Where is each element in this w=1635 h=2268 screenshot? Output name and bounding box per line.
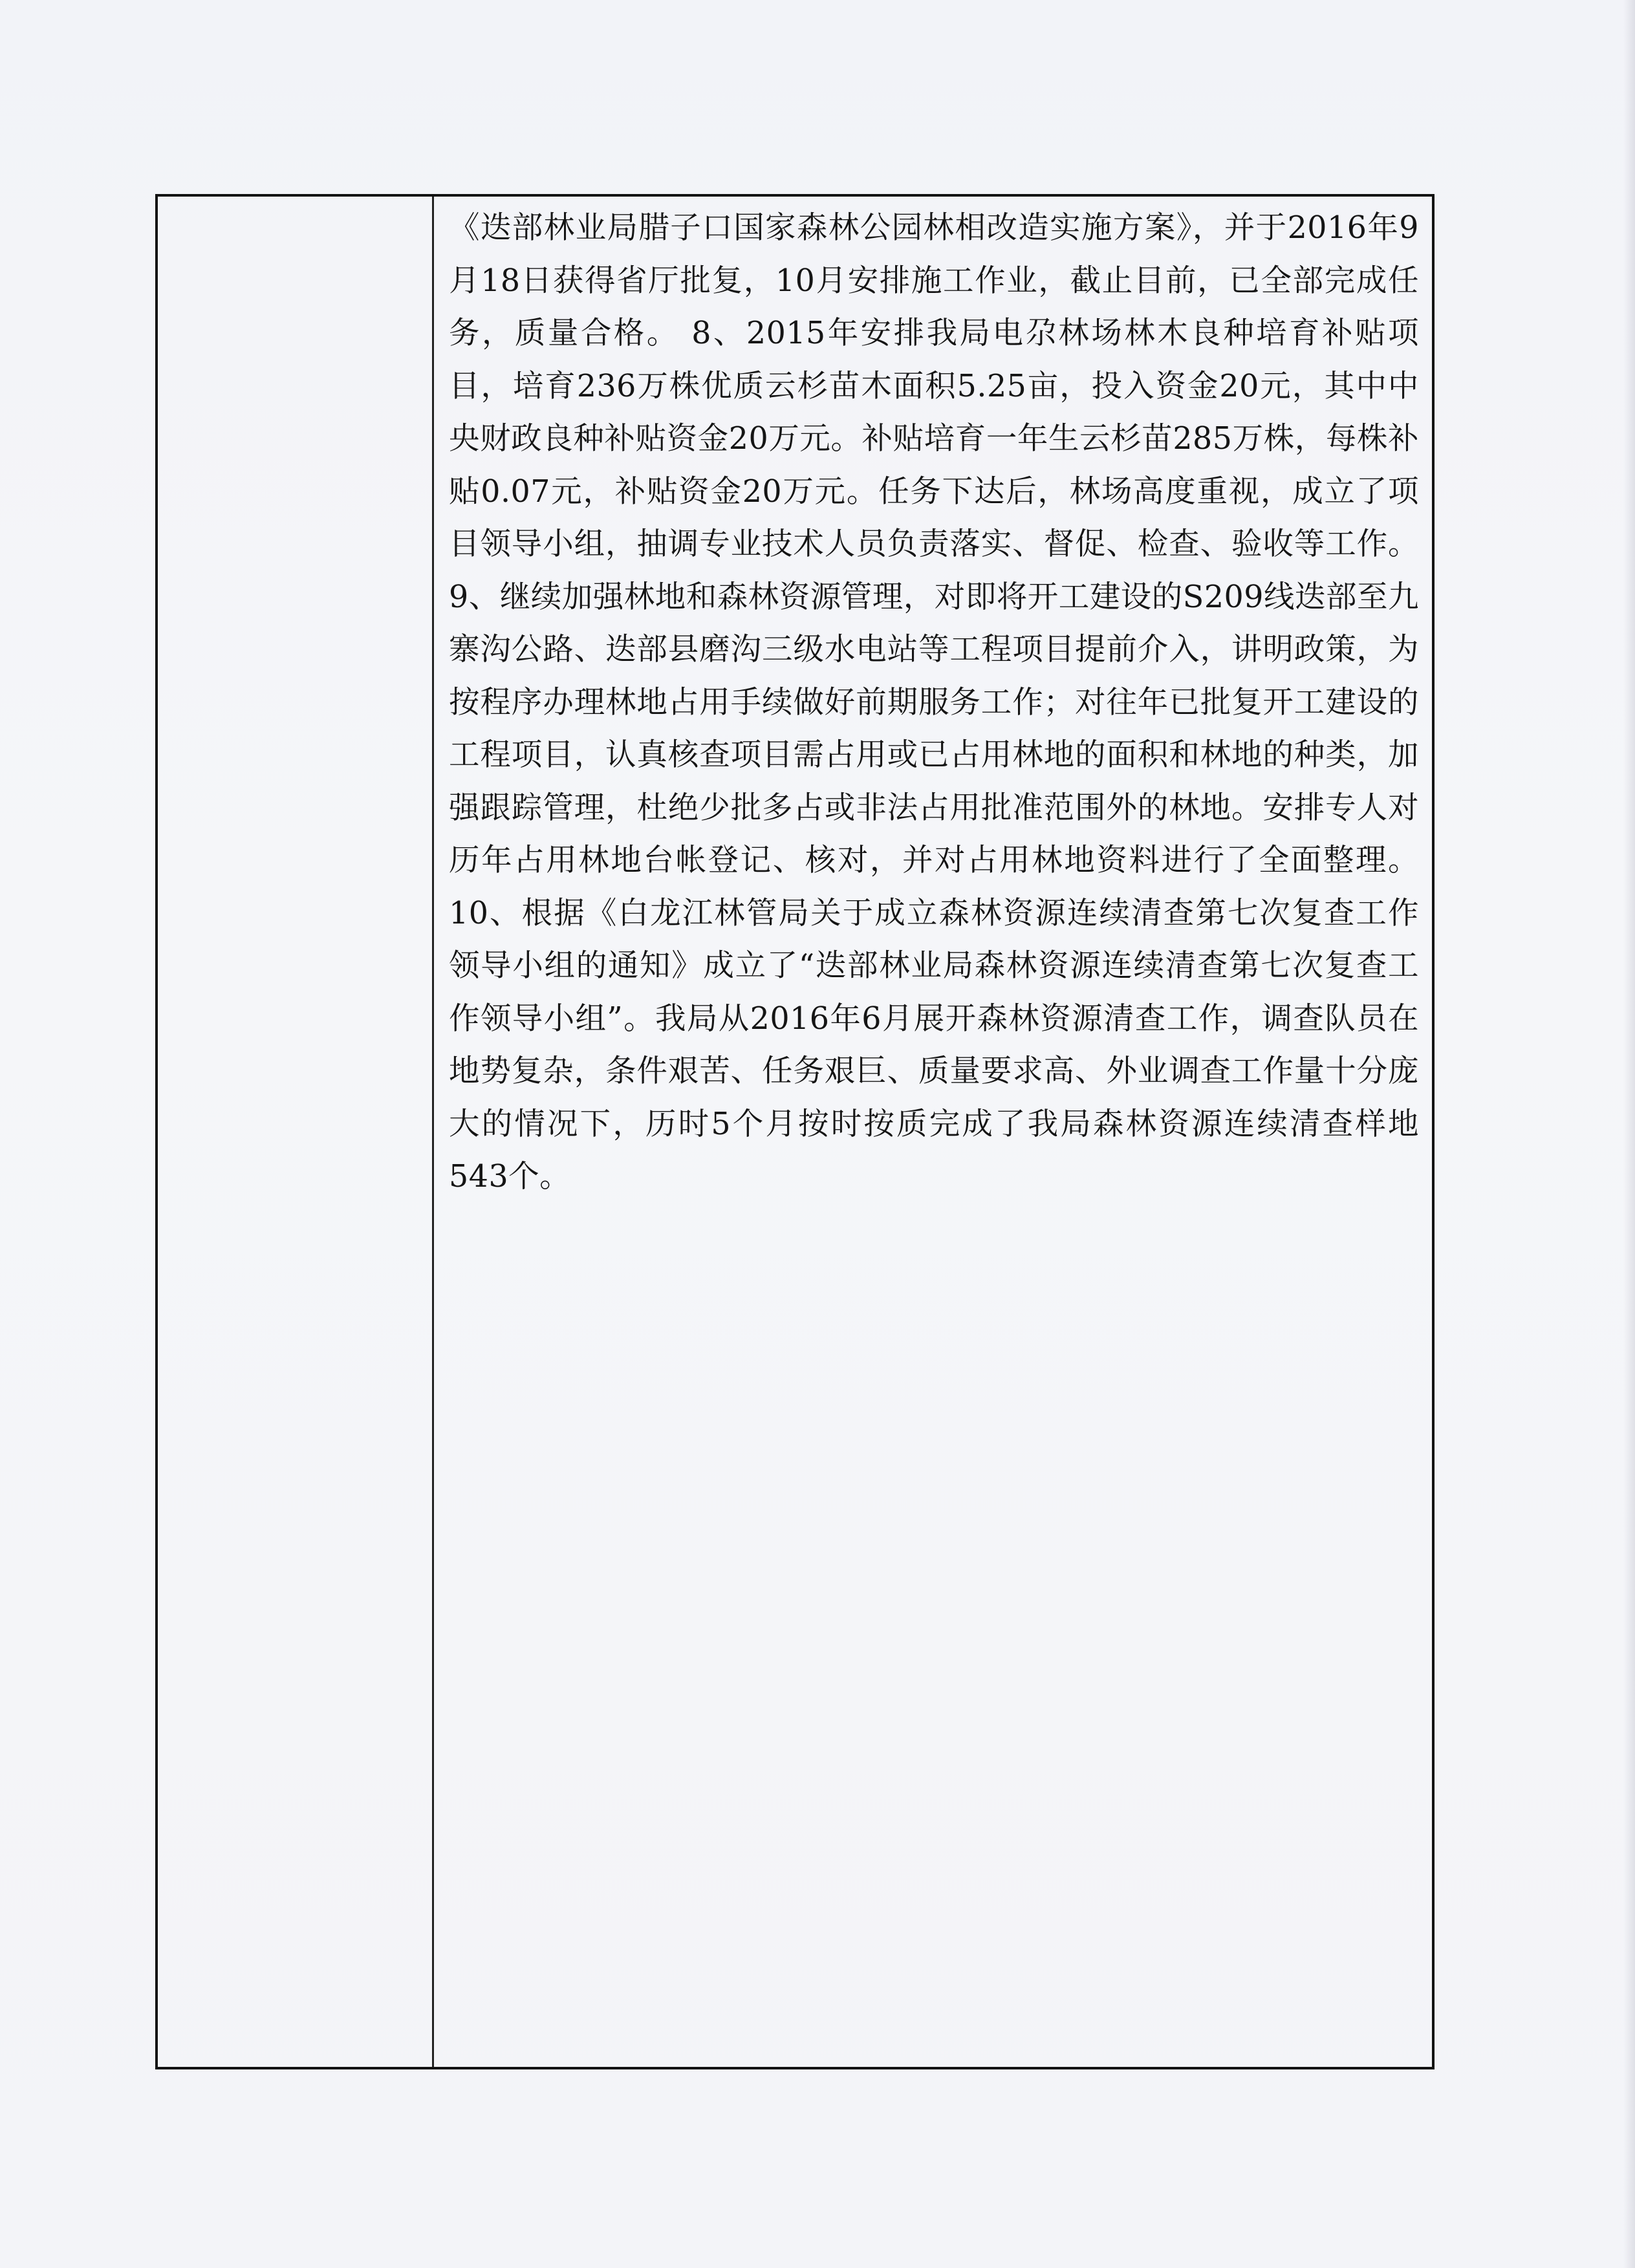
column-divider: [432, 197, 434, 2067]
body-paragraph: 《迭部林业局腊子口国家森林公园林相改造实施方案》，并于2016年9月18日获得省厅批复，10月安排施工作业，截止目前，已全部完成任务，质量合格。 8、2015年安排我局电尕林场林木良种培育补贴项目，培育236万株优质云杉苗木面积5.25亩，投入资金20元，其中中央财政良种补贴资金20万元。补贴培育一年生云杉苗285万株，每株补贴0.07元，补贴资金20万元。任务下达后，林场高度重视，成立了项目领导小组，抽调专业技术人员负责落实、督促、检查、验收等工作。 9、继续加强林地和森林资源管理，对即将开工建设的S209线迭部至九寨沟公路、迭部县磨沟三级水电站等工程项目提前介入，讲明政策，为按程序办理林地占用手续做好前期服务工作；对往年已批复开工建设的工程项目，认真核查项目需占用或已占用林地的面积和林地的种类，加强跟踪管理，杜绝少批多占或非法占用批准范围外的林地。安排专人对历年占用林地台帐登记、核对，并对占用林地资料进行了全面整理。 10、根据《白龙江林管局关于成立森林资源连续清查第七次复查工作领导小组的通知》成立了“迭部林业局森林资源连续清查第七次复查工作领导小组”。我局从2016年6月展开森林资源清查工作，调查队员在地势复杂，条件艰苦、任务艰巨、质量要求高、外业调查工作量十分庞大的情况下，历时5个月按时按质完成了我局森林资源连续清查样地543个。: [449, 210, 1419, 1194]
page-edge-shadow: [1623, 0, 1635, 2268]
body-cell: [449, 202, 1419, 1204]
table-frame: [155, 194, 1435, 2069]
